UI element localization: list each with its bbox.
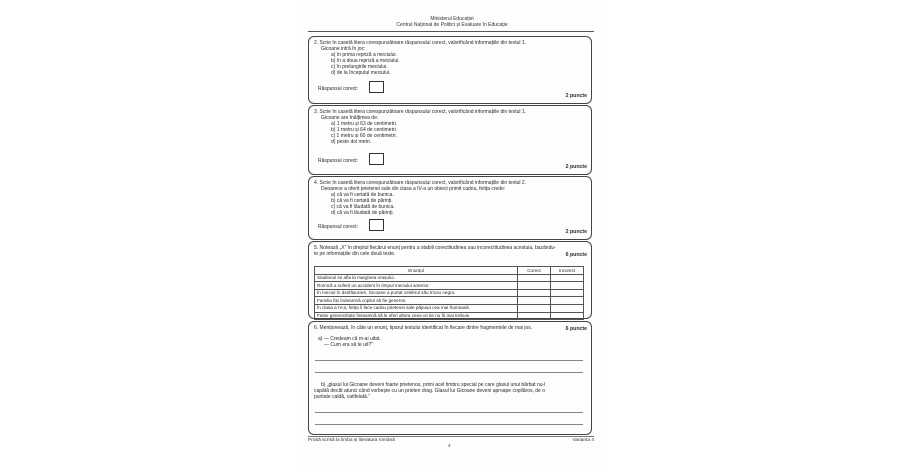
incorrect-cell[interactable] (551, 297, 584, 305)
statement-text: În clasa a IV-a, fetița îi face cadou prietenei sale păpușa cea mai frumoasă. (315, 304, 518, 312)
table-row (315, 297, 584, 305)
question-5-prompt: 5. Notează „X” în dreptul fiecărui enunț pentru a stabili corectitudinea sau incorectitudinea acestuia, bazându-te pe informațiile din cele două texte. (314, 245, 556, 258)
incorrect-cell[interactable] (551, 289, 584, 297)
correct-cell[interactable] (518, 289, 551, 297)
question-4-stem: Deoarece a oferit prietenei sale din clasa a IV-a un obiect primit cadou, fetița crede: (321, 186, 506, 192)
correct-cell[interactable] (518, 304, 551, 312)
question-4-prompt: 4. Scrie în casetă litera corespunzătoare răspunsului corect, valorificând informațiile din textul 2. (314, 180, 527, 186)
question-2-answer-label: Răspunsul corect: (318, 86, 359, 92)
footer-exam-name: Probă scrisă la limba și literatura română (308, 438, 395, 443)
answer-line[interactable] (315, 412, 583, 413)
page-number: 4 (448, 444, 451, 449)
question-6-points: 6 puncte (565, 326, 587, 332)
statement-text: Familia îtși îndeamnă copilul să fie generos. (315, 297, 518, 305)
question-3-option-b: b) 1 metru și 64 de centimetri. (331, 127, 398, 133)
incorrect-cell[interactable] (551, 312, 584, 320)
question-2-option-c: c) în prelungirile meciului. (331, 64, 388, 70)
answer-line[interactable] (315, 360, 583, 361)
question-2-option-d: d) de la începutul meciului. (331, 70, 391, 76)
question-4-answer-box[interactable] (369, 219, 384, 231)
question-4-box (308, 176, 592, 240)
correct-cell[interactable] (518, 274, 551, 282)
question-3-option-d: d) peste doi metri. (331, 139, 372, 145)
exam-page (296, 6, 608, 470)
correct-cell[interactable] (518, 282, 551, 290)
question-2-option-b: b) în a doua repriză a meciului. (331, 58, 400, 64)
question-5-box (308, 241, 592, 319)
statements-table (314, 266, 584, 320)
question-2-points: 2 puncte (565, 93, 587, 99)
question-3-answer-label: Răspunsul corect: (318, 158, 359, 164)
table-header-row (315, 267, 584, 275)
question-4-option-a: a) că va fi certată de bunica. (331, 192, 394, 198)
incorrect-cell[interactable] (551, 274, 584, 282)
question-6-box (308, 321, 592, 435)
question-3-points: 2 puncte (565, 164, 587, 170)
question-2-option-a: a) în prima repriză a meciului. (331, 52, 397, 58)
fragment-a-line-1: a) — Credeam că m-ai uitat. (318, 336, 381, 342)
question-3-prompt: 3. Scrie în casetă litera corespunzătoare răspunsului corect, valorificând informațiile din textul 1. (314, 109, 527, 115)
question-3-option-c: c) 1 metru și 60 de centimetri. (331, 133, 397, 139)
table-row (315, 282, 584, 290)
fragment-b-line-3: puritate caldă, catifelată.” (314, 394, 370, 400)
table-row (315, 289, 584, 297)
correct-cell[interactable] (518, 312, 551, 320)
question-3-stem: Gicoane are înălțimea de: (321, 115, 379, 121)
question-2-stem: Gicoane intră în joc: (321, 46, 366, 52)
column-header-statement: Enunțul (315, 267, 518, 275)
statement-text: Fatse generozitate înseamnă să le oferi altora ceea ce tie nu îti mai trebuie. (315, 312, 518, 320)
question-3-answer-box[interactable] (369, 153, 384, 165)
question-4-answer-label: Răspunsul corect: (318, 224, 359, 230)
question-4-option-b: b) că va fi certată de părinți. (331, 198, 393, 204)
answer-line[interactable] (315, 424, 583, 425)
question-3-box (308, 105, 592, 175)
footer-variant: Varianta 4 (572, 438, 594, 443)
incorrect-cell[interactable] (551, 282, 584, 290)
question-5-points: 6 puncte (565, 252, 587, 258)
question-3-option-a: a) 1 metru și 63 de centimetri. (331, 121, 398, 127)
question-2-prompt: 2. Scrie în casetă litera corespunzătoare răspunsului corect, valorificând informațiile din textul 1. (314, 40, 527, 46)
column-header-incorrect: Incorect (551, 267, 584, 275)
statement-text: Stadionul se afla la marginea orașului. (315, 274, 518, 282)
correct-cell[interactable] (518, 297, 551, 305)
fragment-a-line-2: — Cum era să te uit?” (324, 342, 373, 348)
table-row (315, 274, 584, 282)
question-2-answer-box[interactable] (369, 81, 384, 93)
question-4-points: 2 puncte (565, 229, 587, 235)
footer-rule (308, 436, 594, 437)
question-4-option-d: d) că va fi lăudată de părinți. (331, 210, 394, 216)
fragment-b-line-1: b) „glasul lui Gicoane deveni foarte prietenos, primi acel timbru special pe care glasul unui bărbat nu-l (321, 382, 546, 388)
statement-text: În meciul în desfășurare, Gicoane a purtat celebrul său tricou negru. (315, 289, 518, 297)
table-row (315, 304, 584, 312)
fragment-b-line-2: capătă decât atunci când vorbește cu un prieten drag. Glasul lui Gicoane deveni aproape copilăros, de o (314, 388, 545, 394)
column-header-correct: Corect (518, 267, 551, 275)
answer-line[interactable] (315, 372, 583, 373)
header-ministry: Ministerul Educației (430, 16, 474, 22)
question-6-prompt: 6. Menționează, în câte un enunț, tiparul textului identificat în fiecare dintre fragmentele de mai jos. (314, 325, 533, 331)
table-row (315, 312, 584, 320)
header-center: Centrul Național de Politici și Evaluare în Educație (396, 22, 508, 28)
incorrect-cell[interactable] (551, 304, 584, 312)
header-rule (308, 31, 594, 32)
statement-text: Romică a suferit un accident în timpul meciului anterior. (315, 282, 518, 290)
question-4-option-c: c) că va fi lăudată de bunica. (331, 204, 395, 210)
question-2-box (308, 36, 592, 104)
